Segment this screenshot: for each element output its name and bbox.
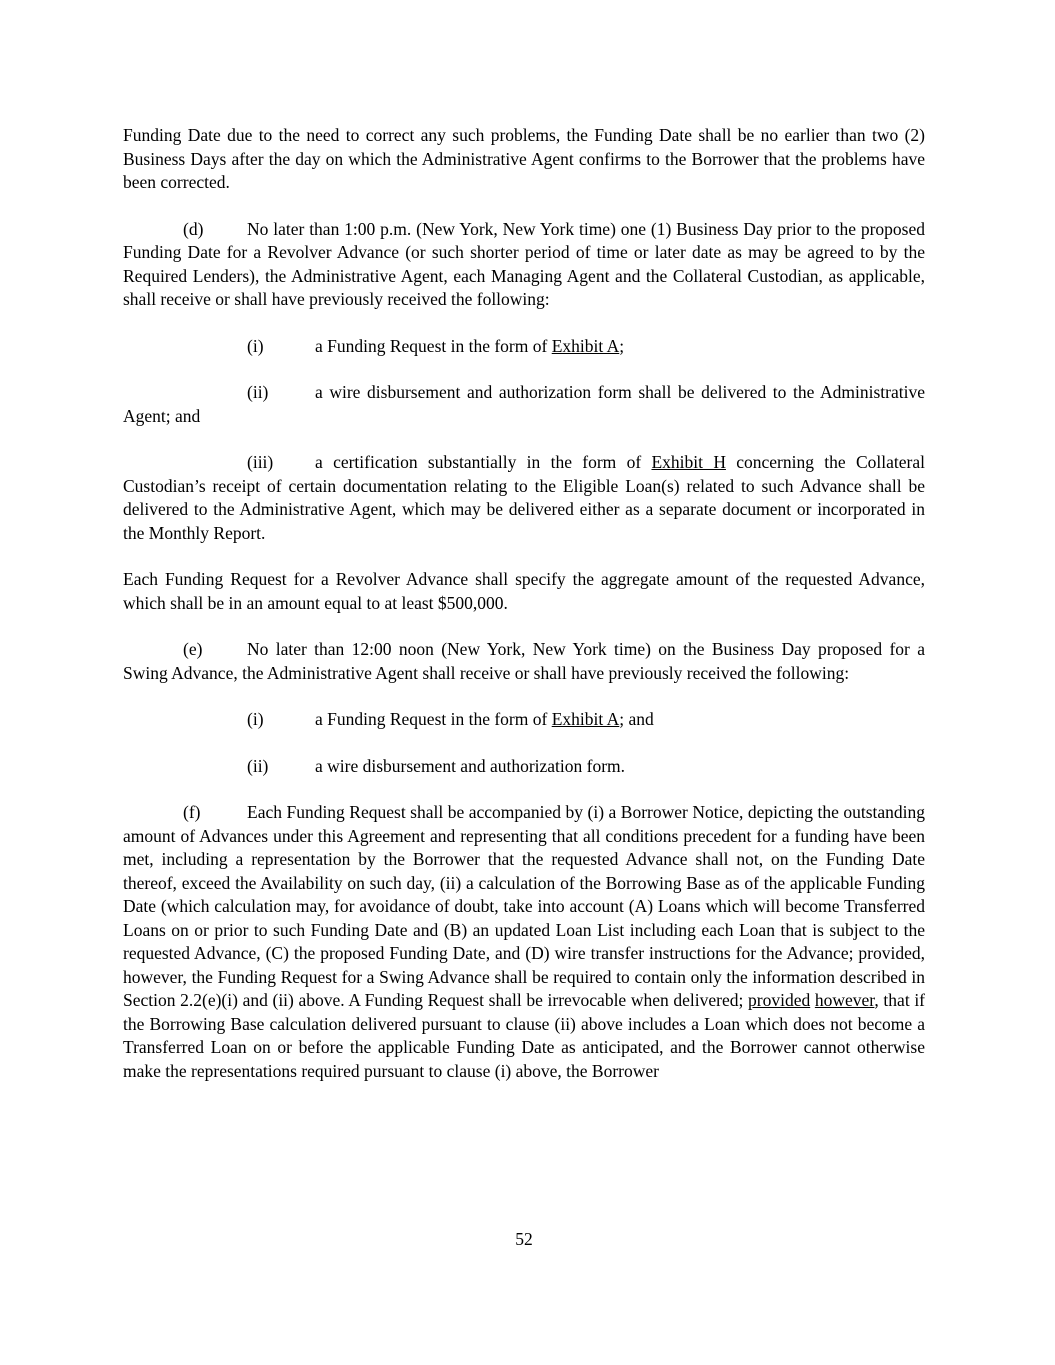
- underlined-text: Exhibit H: [651, 452, 726, 472]
- body-text: Each Funding Request shall be accompanied by (i) a Borrower Notice, depicting the outstanding amount of Advances under this Agreement and representing that all conditions precedent for a funding have been met, including a representation by the Borrower that the requested Advance shall not, on the Funding Date thereof, exceed the Availability on such day, (ii) a calculation of the Borrowing Base as of the applicable Funding Date (which calculation may, for avoidance of doubt, take into account (A) Loans which will become Transferred Loans on or prior to such Funding Date and (B) an updated Loan List including each Loan that is subject to the requested Advance, (C) the proposed Funding Date, and (D) wire transfer instructions for the Advance; provided, however, the Funding Request for a Swing Advance shall be required to contain only the information described in Section 2.2(e)(i) and (ii) above. A Funding Request shall be irrevocable when delivered;: [123, 802, 925, 1010]
- underlined-text: however: [814, 990, 875, 1010]
- clause-label: (e): [183, 639, 203, 659]
- clause-label: (i): [247, 709, 264, 729]
- clause-label: (i): [247, 335, 264, 356]
- body-text: a wire disbursement and authorization form.: [315, 755, 626, 776]
- paragraph-d-item-i: [123, 335, 925, 359]
- clause-label: (iii): [247, 452, 274, 472]
- body-text: ;: [619, 335, 625, 356]
- page-number: 52: [515, 1229, 533, 1249]
- paragraph-e-item-ii: [123, 755, 925, 779]
- body-text: Funding Date due to the need to correct any such problems, the Funding Date shall be no earlier than two (2) Business Days after the day on which the Administrative Agent confirms to the Borrower that the problems have been corrected.: [123, 125, 925, 192]
- body-text: , that if the Borrowing Base calculation delivered pursuant to clause (ii) above includes a Loan which does not become a Transferred Loan on or before the applicable Funding Date as anticipated, and the Borrower cannot otherwise make the representations required pursuant to clause (i) above, the Borrower: [123, 990, 926, 1081]
- body-text: concerning the Collateral Custodian’s receipt of certain documentation relating to the Eligible Loan(s) related to such Advance shall be delivered to the Administrative Agent, which may be delivered either as a separate document or incorporated in the Monthly Report.: [123, 452, 925, 543]
- body-text: No later than 1:00 p.m. (New York, New York time) one (1) Business Day prior to the proposed Funding Date for a Revolver Advance (or such shorter period of time or later date as may be agreed to by the Required Lenders), the Administrative Agent, each Managing Agent and the Collateral Custodian, as applicable, shall receive or shall have previously received the following:: [123, 218, 925, 309]
- clause-label: (ii): [247, 382, 269, 402]
- body-text: a Funding Request in the form of: [315, 709, 552, 729]
- body-text: ; and: [619, 709, 654, 729]
- underlined-text: Exhibit A: [551, 709, 620, 729]
- clause-label: (ii): [247, 755, 269, 776]
- paragraph-f: [123, 801, 925, 1083]
- paragraph-d: [123, 218, 925, 312]
- paragraph-intro: [123, 124, 925, 195]
- body-text: Each Funding Request for a Revolver Advance shall specify the aggregate amount of the requested Advance, which shall be in an amount equal to at least $500,000.: [123, 569, 925, 613]
- clause-label: (d): [183, 218, 204, 239]
- paragraph-funding-request-minimum: [123, 568, 925, 615]
- paragraph-d-item-iii: [123, 451, 925, 545]
- document-body: [123, 124, 925, 1106]
- body-text: a Funding Request in the form of: [315, 335, 552, 356]
- paragraph-e: [123, 638, 925, 685]
- underlined-text: provided: [748, 990, 811, 1010]
- body-text: No later than 12:00 noon (New York, New York time) on the Business Day proposed for a Swing Advance, the Administrative Agent shall receive or shall have previously received the following:: [123, 639, 925, 683]
- paragraph-d-item-ii: [123, 381, 925, 428]
- clause-label: (f): [183, 802, 201, 822]
- body-text: a certification substantially in the form of: [315, 452, 652, 472]
- paragraph-e-item-i: [123, 708, 925, 732]
- body-text: a wire disbursement and authorization form shall be delivered to the Administrative Agent; and: [123, 382, 925, 426]
- underlined-text: Exhibit A: [551, 335, 620, 356]
